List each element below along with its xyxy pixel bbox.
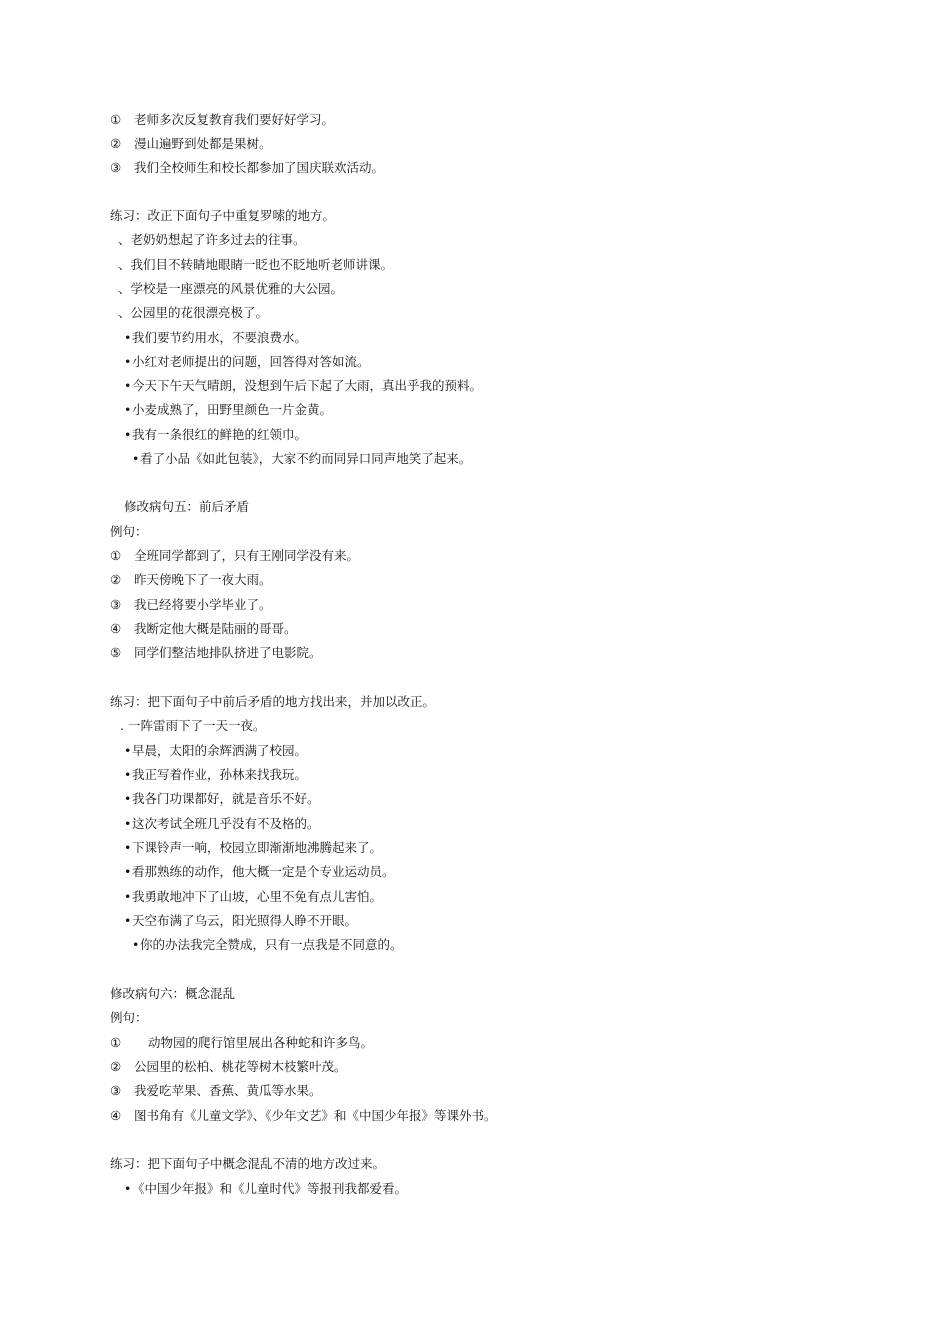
practice-item-text: 小红对老师提出的问题，回答得对答如流。	[132, 354, 370, 369]
example-line	[110, 548, 359, 564]
list-number: ④	[110, 1108, 122, 1123]
section-heading: 修改病句五：前后矛盾	[124, 499, 250, 514]
practice-item: 、我们目不转睛地眼睛一眨也不眨地听老师讲课。	[118, 257, 394, 272]
example-label: 例句：	[110, 1010, 148, 1025]
example-text: 老师多次反复教育我们要好好学习。	[134, 112, 335, 127]
list-number: ②	[110, 136, 122, 151]
bullet-glyph: •	[124, 864, 132, 879]
bullet-glyph: •	[124, 816, 132, 831]
practice-item-text: 今天下午天气晴朗，没想到午后下起了大雨，真出乎我的预料。	[132, 378, 483, 393]
practice-item-text: 《中国少年报》和《儿童时代》等报刊我都爱看。	[132, 1181, 408, 1196]
practice-item	[124, 767, 307, 783]
list-number: ③	[110, 160, 122, 175]
bullet-glyph: •	[124, 330, 132, 345]
example-line	[110, 1059, 347, 1075]
list-number: ④	[110, 621, 122, 636]
practice-item: 、公园里的花很漂亮极了。	[118, 305, 269, 320]
list-number: ③	[110, 1083, 122, 1098]
practice-item-text: 小麦成熟了，田野里颜色一片金黄。	[132, 402, 333, 417]
example-text: 公园里的松柏、桃花等树木枝繁叶茂。	[134, 1059, 347, 1074]
example-line	[110, 160, 384, 176]
example-text: 图书角有《儿童文学》、《少年文艺》和《中国少年报》等课外书。	[134, 1108, 497, 1123]
practice-item-text: 我各门功课都好，就是音乐不好。	[132, 791, 320, 806]
practice-heading: 练习：把下面句子中前后矛盾的地方找出来，并加以改正。	[110, 694, 436, 709]
example-line	[110, 597, 272, 613]
example-line	[110, 1083, 322, 1099]
example-line	[110, 112, 334, 128]
practice-item-text: 我有一条很红的鲜艳的红领巾。	[132, 427, 308, 442]
practice-item	[124, 743, 307, 759]
practice-heading: 练习：改正下面句子中重复罗嗦的地方。	[110, 208, 336, 223]
list-number: ①	[110, 548, 122, 563]
practice-item	[124, 1181, 407, 1197]
practice-item	[124, 816, 320, 832]
practice-item	[124, 864, 395, 880]
list-number: ①	[110, 112, 122, 127]
practice-item	[124, 378, 482, 394]
practice-item-text: 这次考试全班几乎没有不及格的。	[132, 816, 320, 831]
practice-item	[132, 937, 403, 953]
bullet-glyph: •	[124, 743, 132, 758]
practice-item-text: 你的办法我完全赞成，只有一点我是不同意的。	[140, 937, 403, 952]
example-line	[110, 136, 272, 152]
practice-item	[124, 354, 370, 370]
section-heading: 修改病句六：概念混乱	[110, 986, 236, 1001]
example-text: 漫山遍野到处都是果树。	[134, 136, 272, 151]
example-line	[110, 645, 322, 661]
bullet-glyph: •	[124, 791, 132, 806]
practice-item-text: 我正写着作业，孙林来找我玩。	[132, 767, 308, 782]
practice-item: . 一阵雷雨下了一天一夜。	[120, 718, 266, 733]
bullet-glyph: •	[132, 937, 140, 952]
example-text: 同学们整洁地排队挤进了电影院。	[134, 645, 322, 660]
example-text: 我断定他大概是陆丽的哥哥。	[134, 621, 297, 636]
example-text: 我已经将要小学毕业了。	[134, 597, 272, 612]
example-text: 我爱吃苹果、香蕉、黄瓜等水果。	[134, 1083, 322, 1098]
example-line	[110, 572, 272, 588]
bullet-glyph: •	[124, 1181, 132, 1196]
practice-item	[132, 451, 471, 467]
practice-item: 、学校是一座漂亮的风景优雅的大公园。	[118, 281, 344, 296]
example-line	[110, 1035, 373, 1051]
list-number: ①	[110, 1035, 122, 1050]
practice-heading: 练习：把下面句子中概念混乱不清的地方改过来。	[110, 1156, 386, 1171]
example-line	[110, 1108, 497, 1124]
bullet-glyph: •	[124, 427, 132, 442]
list-number: ②	[110, 572, 122, 587]
example-text: 昨天傍晚下了一夜大雨。	[134, 572, 272, 587]
practice-item	[124, 840, 382, 856]
practice-item-text: 下课铃声一响，校园立即渐渐地沸腾起来了。	[132, 840, 383, 855]
bullet-glyph: •	[124, 354, 132, 369]
bullet-glyph: •	[124, 889, 132, 904]
bullet-glyph: •	[124, 378, 132, 393]
practice-item-text: 我们要节约用水，不要浪费水。	[132, 330, 308, 345]
practice-item	[124, 402, 332, 418]
list-number: ③	[110, 597, 122, 612]
bullet-glyph: •	[124, 402, 132, 417]
practice-item	[124, 427, 307, 443]
example-label: 例句：	[110, 524, 148, 539]
practice-item	[124, 330, 307, 346]
list-number: ⑤	[110, 645, 122, 660]
bullet-glyph: •	[132, 451, 140, 466]
practice-item-text: 我勇敢地冲下了山坡，心里不免有点儿害怕。	[132, 889, 383, 904]
practice-item	[124, 791, 320, 807]
bullet-glyph: •	[124, 840, 132, 855]
example-text: 全班同学都到了，只有王刚同学没有来。	[134, 548, 360, 563]
practice-item	[124, 913, 357, 929]
practice-item-text: 早晨，太阳的余辉洒满了校园。	[132, 743, 308, 758]
example-text: 动物园的爬行馆里展出各种蛇和许多鸟。	[148, 1035, 374, 1050]
example-text: 我们全校师生和校长都参加了国庆联欢活动。	[134, 160, 385, 175]
practice-item-text: 天空布满了乌云，阳光照得人睁不开眼。	[132, 913, 358, 928]
bullet-glyph: •	[124, 767, 132, 782]
practice-item-text: 看那熟练的动作，他大概一定是个专业运动员。	[132, 864, 395, 879]
practice-item: 、老奶奶想起了许多过去的往事。	[118, 232, 306, 247]
bullet-glyph: •	[124, 913, 132, 928]
practice-item-text: 看了小品《如此包装》，大家不约而同异口同声地笑了起来。	[140, 451, 472, 466]
list-number: ②	[110, 1059, 122, 1074]
practice-item	[124, 889, 382, 905]
example-line	[110, 621, 297, 637]
